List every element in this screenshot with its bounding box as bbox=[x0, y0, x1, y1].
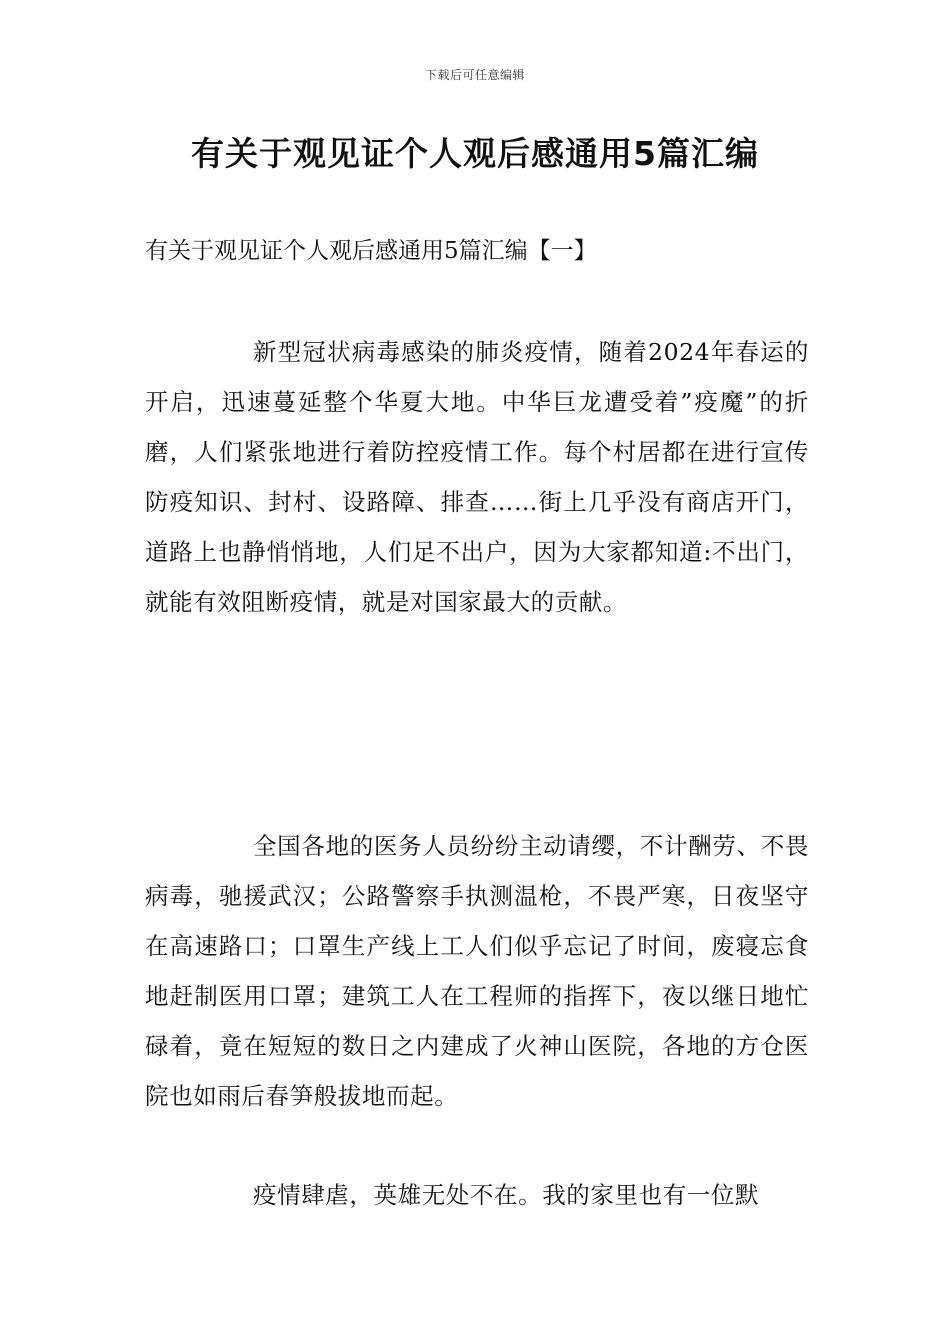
body-paragraph-2: 全国各地的医务人员纷纷主动请缨，不计酬劳、不畏病毒，驰援武汉；公路警察手执测温枪，不畏严寒，日夜坚守在高速路口；口罩生产线上工人们似乎忘记了时间，废寝忘食地赶制医用口罩；建筑工人在工程师的指挥下，夜以继日地忙碌着，竟在短短的数日之内建成了火神山医院，各地的方仓医院也如雨后春笋般拔地而起。 bbox=[145, 832, 809, 1110]
body-paragraph-3: 疫情肆虐，英雄无处不在。我的家里也有一位默 bbox=[253, 1181, 760, 1209]
page-title: 有关于观见证个人观后感通用5篇汇编 bbox=[191, 134, 759, 173]
section-heading: 有关于观见证个人观后感通用5篇汇编【一】 bbox=[145, 238, 597, 264]
header-note: 下载后可任意编辑 bbox=[424, 68, 525, 82]
body-paragraph-1: 新型冠状病毒感染的肺炎疫情，随着2024年春运的开启，迅速蔓延整个华夏大地。中华巨龙遭受着”疫魔”的折磨，人们紧张地进行着防控疫情工作。每个村居都在进行宣传防疫知识、封村、设路障、排查……街上几乎没有商店开门，道路上也静悄悄地，人们足不出户，因为大家都知道:不出门，就能有效阻断疫情，就是对国家最大的贡献。 bbox=[145, 338, 809, 616]
